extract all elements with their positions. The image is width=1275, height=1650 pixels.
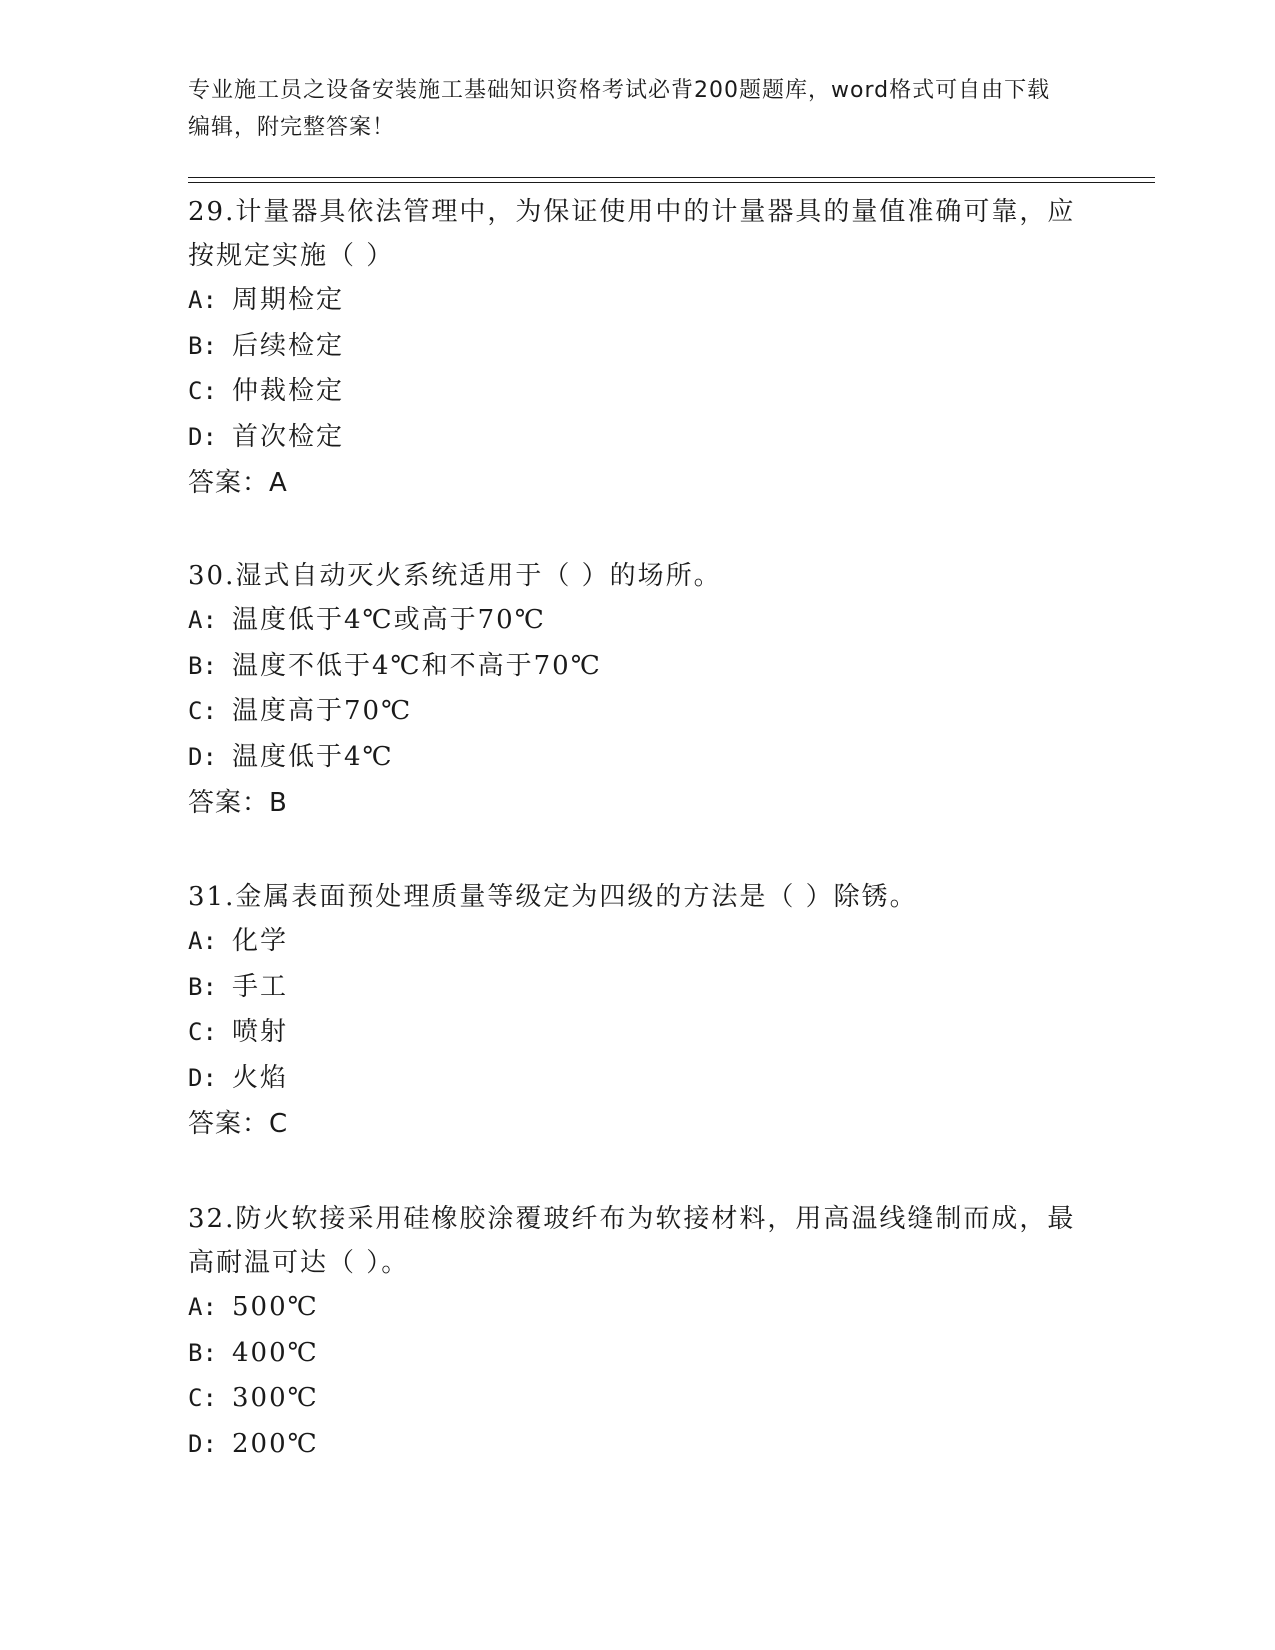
option-c: [188, 1376, 1088, 1422]
header-divider-top: [188, 177, 1155, 178]
option-d: [188, 735, 1088, 781]
question-29: [188, 190, 1088, 506]
header-divider-bottom: [188, 182, 1155, 183]
option-letter: D:: [188, 742, 217, 771]
option-text: 周期检定: [232, 285, 345, 315]
option-b: [188, 965, 1088, 1011]
option-text: 温度不低于4℃和不高于70℃: [232, 650, 602, 681]
option-letter: B:: [188, 972, 217, 1001]
option-c: [188, 1010, 1088, 1056]
option-a: [188, 919, 1088, 965]
option-text: 首次检定: [232, 421, 345, 452]
option-a: [188, 1285, 1088, 1331]
option-letter: C:: [188, 1018, 217, 1047]
question-stem: 31.金属表面预处理质量等级定为四级的方法是（ ）除锈。: [188, 882, 918, 912]
question-stem: 30.湿式自动灭火系统适用于（ ）的场所。: [188, 561, 722, 591]
option-text: 温度高于70℃: [232, 696, 413, 727]
question-stem: 32.防火软接采用硅橡胶涂覆玻纤布为软接材料，用高温线缝制而成，最高耐温可达（ ）。: [188, 1204, 1076, 1278]
option-b: [188, 644, 1088, 690]
answer-line: 答案：B: [188, 788, 288, 819]
question-stem: 29.计量器具依法管理中，为保证使用中的计量器具的量值准确可靠，应按规定实施（ ）: [188, 197, 1076, 271]
option-d: [188, 1056, 1088, 1102]
option-d: [188, 1422, 1088, 1468]
option-text: 手工: [232, 971, 289, 1002]
option-text: 化学: [232, 926, 289, 956]
option-c: [188, 369, 1088, 415]
answer-line: 答案：C: [188, 1109, 289, 1140]
option-letter: B:: [188, 651, 217, 680]
option-c: [188, 689, 1088, 735]
option-text: 温度低于4℃: [232, 741, 394, 772]
option-letter: A:: [188, 1293, 217, 1321]
option-letter: B:: [188, 331, 217, 360]
option-d: [188, 415, 1088, 461]
option-text: 仲裁检定: [232, 376, 345, 407]
option-b: [188, 324, 1088, 370]
option-b: [188, 1331, 1088, 1377]
question-31: [188, 875, 1088, 1147]
question-30: [188, 554, 1088, 826]
option-letter: C:: [188, 697, 217, 726]
option-letter: D:: [188, 422, 217, 451]
option-text: 温度低于4℃或高于70℃: [232, 605, 546, 635]
option-text: 后续检定: [232, 330, 345, 361]
option-text: 喷射: [232, 1017, 289, 1048]
answer-line: 答案：A: [188, 468, 288, 499]
option-text: 火焰: [232, 1062, 289, 1093]
question-32: [188, 1197, 1088, 1467]
option-letter: D:: [188, 1063, 217, 1092]
option-letter: C:: [188, 1384, 217, 1413]
option-letter: A:: [188, 286, 217, 314]
document-header: 专业施工员之设备安装施工基础知识资格考试必背200题题库，word格式可自由下载编辑，附完整答案！: [188, 78, 1051, 140]
option-letter: D:: [188, 1429, 217, 1458]
option-letter: A:: [188, 606, 217, 634]
option-letter: A:: [188, 927, 217, 955]
option-a: [188, 598, 1088, 644]
option-a: [188, 278, 1088, 324]
option-text: 200℃: [232, 1428, 319, 1459]
option-letter: C:: [188, 377, 217, 406]
option-text: 300℃: [232, 1383, 319, 1414]
option-text: 400℃: [232, 1337, 319, 1368]
option-letter: B:: [188, 1338, 217, 1367]
option-text: 500℃: [232, 1292, 319, 1322]
